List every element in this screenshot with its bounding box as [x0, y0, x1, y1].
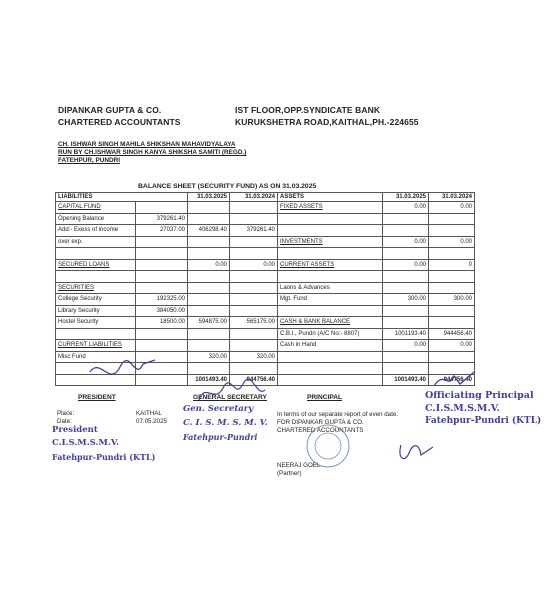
- principal-stamp-line1: Officiating Principal: [425, 390, 534, 401]
- asset-label: Mgt. Fund: [278, 294, 383, 306]
- asset-value-2024: 0.00: [429, 236, 475, 248]
- table-row: [56, 259, 475, 271]
- header-assets: ASSETS: [278, 193, 383, 202]
- liab-subvalue: [136, 282, 188, 294]
- liab-subvalue: 18500.00: [136, 317, 188, 329]
- header-liab-2025: 31.03.2025: [188, 193, 230, 202]
- asset-label: [278, 363, 383, 375]
- asset-value-2024: 0.00: [429, 202, 475, 214]
- header-asset-2024: 31.03.2024: [429, 193, 475, 202]
- liab-value-2025: [188, 282, 230, 294]
- asset-value-2025: [383, 363, 429, 375]
- liab-label: CAPITAL FUND: [56, 202, 136, 214]
- liab-value-2025: [188, 236, 230, 248]
- partner-title: (Partner): [277, 470, 302, 477]
- asset-value-2024: 0.00: [429, 340, 475, 352]
- liab-value-2025: [188, 202, 230, 214]
- asset-value-2025: 1001193.40: [383, 328, 429, 340]
- liab-value-2025: [188, 328, 230, 340]
- liab-label: Opening Balance: [56, 213, 136, 225]
- asset-value-2025: [383, 225, 429, 237]
- header-liabilities: LIABILITIES: [56, 193, 188, 202]
- liab-value-2025: [188, 305, 230, 317]
- table-row: [56, 328, 475, 340]
- liab-value-2025: 594875.00: [188, 317, 230, 329]
- asset-label: [278, 225, 383, 237]
- liab-value-2025: [188, 363, 230, 375]
- liab-value-2024: [230, 213, 278, 225]
- liab-value-2024: [230, 271, 278, 283]
- table-row: [56, 202, 475, 214]
- liab-label: Library Security: [56, 305, 136, 317]
- firm-address-line2: KURUKSHETRA ROAD,KAITHAL,PH.-224655: [235, 117, 419, 127]
- balance-sheet-title: BALANCE SHEET (SECURITY FUND) AS ON 31.03.2025: [138, 183, 317, 190]
- report-line1: In terms of our separate report of even date.: [277, 411, 399, 418]
- asset-value-2025: [383, 305, 429, 317]
- college-line2: RUN BY CH.ISHWAR SINGH KANYA SHIKSHA SAMITI (REGD.): [58, 149, 247, 156]
- table-row: [56, 317, 475, 329]
- table-row: [56, 282, 475, 294]
- table-row: [56, 340, 475, 352]
- liab-value-2025: [188, 248, 230, 260]
- liab-label: [56, 248, 136, 260]
- liab-value-2024: [230, 248, 278, 260]
- secretary-stamp-line2: C. I. S. M. S. M. V.: [183, 418, 268, 428]
- asset-value-2024: 300.00: [429, 294, 475, 306]
- asset-label: C.B.I., Pundri (A/C No:- 8807): [278, 328, 383, 340]
- secretary-stamp-line1: Gen. Secretary: [183, 404, 254, 414]
- auditor-seal-icon: [305, 423, 351, 469]
- asset-value-2025: [383, 248, 429, 260]
- asset-value-2025: 0.00: [383, 340, 429, 352]
- asset-label: [278, 351, 383, 363]
- liab-value-2024: 565175.00: [230, 317, 278, 329]
- liab-label: SECURED LOANS: [56, 259, 136, 271]
- asset-value-2025: 300.00: [383, 294, 429, 306]
- liab-value-2025: 406298.40: [188, 225, 230, 237]
- header-asset-2025: 31.03.2025: [383, 193, 429, 202]
- liab-subvalue: [136, 328, 188, 340]
- liab-label: over exp.: [56, 236, 136, 248]
- principal-stamp-line2: C.I.S.M.S.M.V.: [425, 403, 500, 414]
- liab-value-2024: [230, 294, 278, 306]
- liab-label: [56, 271, 136, 283]
- liab-subvalue: [136, 259, 188, 271]
- table-row: [56, 236, 475, 248]
- place-value: KAITHAL: [136, 410, 162, 417]
- liab-value-2024: 0.00: [230, 259, 278, 271]
- liab-value-2025: 320.00: [188, 351, 230, 363]
- date-label: Date:: [57, 418, 72, 425]
- liab-value-2024: [230, 305, 278, 317]
- table-row: [56, 305, 475, 317]
- asset-label: CURRENT ASSETS: [278, 259, 383, 271]
- liab-value-2024: [230, 328, 278, 340]
- college-line3: FATEHPUR, PUNDRI: [58, 157, 121, 164]
- report-line2: FOR DIPANKAR GUPTA & CO.: [277, 419, 364, 426]
- asset-value-2025: [383, 271, 429, 283]
- asset-label: [278, 271, 383, 283]
- asset-value-2024: [429, 351, 475, 363]
- firm-address-line1: IST FLOOR,OPP.SYNDICATE BANK: [235, 105, 381, 115]
- asset-label: INVESTMENTS: [278, 236, 383, 248]
- liab-subvalue: [136, 202, 188, 214]
- asset-value-2025: [383, 351, 429, 363]
- liab-value-2024: [230, 340, 278, 352]
- president-stamp-line1: President: [52, 425, 98, 435]
- table-header-row: [56, 193, 475, 202]
- liab-subvalue: [136, 340, 188, 352]
- asset-value-2024: 944456.40: [429, 328, 475, 340]
- college-line1: CH. ISHWAR SINGH MAHILA SHIKSHAN MAHAVIDYALAYA: [58, 141, 236, 148]
- liab-label: College Security: [56, 294, 136, 306]
- liab-subvalue: 379261.40: [136, 213, 188, 225]
- asset-label: Cash in Hand: [278, 340, 383, 352]
- firm-title: CHARTERED ACCOUNTANTS: [58, 117, 181, 127]
- president-stamp-line3: Fatehpur-Pundri (KTL): [52, 452, 156, 462]
- asset-label: Laons & Advances: [278, 282, 383, 294]
- liab-subvalue: 27037.00: [136, 225, 188, 237]
- asset-value-2024: [429, 282, 475, 294]
- asset-label: CASH & BANK BALANCE: [278, 317, 383, 329]
- asset-label: [278, 248, 383, 260]
- report-line3: CHARTERED ACCOUNTANTS: [277, 427, 364, 434]
- asset-label: [278, 305, 383, 317]
- table-row: [56, 213, 475, 225]
- liab-subvalue: 192325.00: [136, 294, 188, 306]
- liab-subvalue: [136, 271, 188, 283]
- asset-value-2024: [429, 271, 475, 283]
- liab-value-2024: 320.00: [230, 351, 278, 363]
- asset-label: FIXED ASSETS: [278, 202, 383, 214]
- liab-value-2025: [188, 213, 230, 225]
- liab-label: CURRENT LIABILITIES: [56, 340, 136, 352]
- gen-secretary-label: GENERAL SECRETARY: [193, 394, 267, 401]
- asset-value-2025: [383, 317, 429, 329]
- header-liab-2024: 31.03.2024: [230, 193, 278, 202]
- liab-subvalue: [136, 248, 188, 260]
- asset-value-2025: 0.00: [383, 202, 429, 214]
- liab-label: [56, 328, 136, 340]
- liab-value-2024: 379261.40: [230, 225, 278, 237]
- secretary-stamp-line3: Fatehpur-Pundri: [183, 432, 258, 442]
- liab-label: SECURITIES: [56, 282, 136, 294]
- secretary-signature: [195, 378, 270, 408]
- asset-value-2025: 0.00: [383, 259, 429, 271]
- asset-value-2024: [429, 305, 475, 317]
- asset-value-2025: 0.00: [383, 236, 429, 248]
- liab-value-2024: [230, 282, 278, 294]
- total-asset-2025: 1001493.40: [383, 374, 429, 386]
- partner-name: NEERAJ GOEL: [277, 462, 321, 469]
- asset-value-2024: [429, 213, 475, 225]
- principal-stamp-line3: Fatehpur-Pundri (KTL): [425, 416, 542, 426]
- liab-value-2025: 0.00: [188, 259, 230, 271]
- auditor-signature: [395, 437, 440, 467]
- principal-signature: [430, 368, 480, 392]
- liab-value-2024: [230, 202, 278, 214]
- table-row: [56, 271, 475, 283]
- liab-value-2024: [230, 236, 278, 248]
- asset-value-2024: [429, 248, 475, 260]
- total-liab-2025: 1001493.40: [188, 374, 230, 386]
- liab-value-2025: [188, 271, 230, 283]
- table-row: [56, 248, 475, 260]
- table-row: [56, 294, 475, 306]
- liab-label: Add:- Exess of income: [56, 225, 136, 237]
- total-asset-2024: 944756.40: [429, 374, 475, 386]
- total-liab-2024: 944756.40: [230, 374, 278, 386]
- table-row: [56, 225, 475, 237]
- liab-subvalue: [136, 236, 188, 248]
- asset-value-2024: [429, 225, 475, 237]
- firm-name: DIPANKAR GUPTA & CO.: [58, 105, 162, 115]
- liab-value-2025: [188, 340, 230, 352]
- liab-value-2024: [230, 363, 278, 375]
- president-label: PRESIDENT: [78, 394, 116, 401]
- principal-label: PRINCIPAL: [307, 394, 343, 401]
- liab-value-2025: [188, 294, 230, 306]
- president-signature: [85, 352, 160, 392]
- liab-subvalue: 384050.00: [136, 305, 188, 317]
- asset-value-2025: [383, 213, 429, 225]
- liab-label: Hostel Security: [56, 317, 136, 329]
- president-stamp-line2: C.I.S.M.S.M.V.: [52, 438, 119, 448]
- liab-label: Misc Fund: [56, 351, 136, 363]
- asset-value-2024: [429, 317, 475, 329]
- asset-value-2024: 0: [429, 259, 475, 271]
- asset-value-2025: [383, 282, 429, 294]
- place-label: Place:: [57, 410, 75, 417]
- date-value: 07.05.2025: [136, 418, 167, 425]
- asset-label: [278, 213, 383, 225]
